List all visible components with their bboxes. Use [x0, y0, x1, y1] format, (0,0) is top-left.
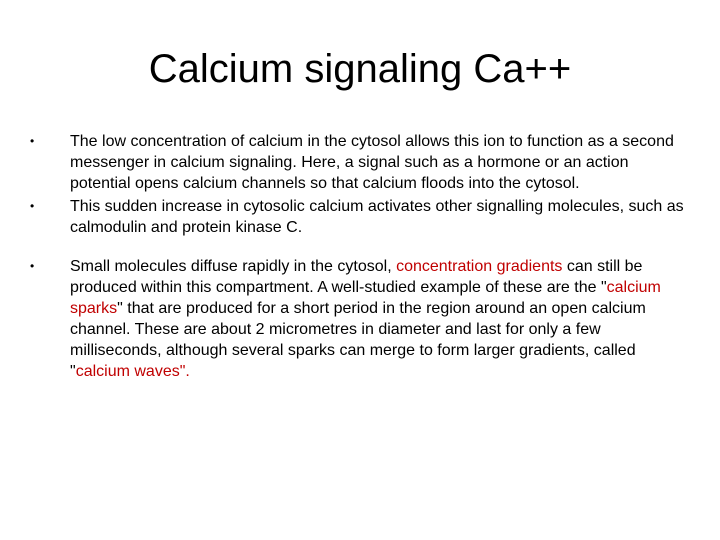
term-calcium-sparks: calcium sparks: [70, 279, 661, 317]
bullet-text-segment: Small molecules diffuse rapidly in the cytosol,: [70, 258, 397, 275]
bullet-item: [30, 256, 690, 382]
bullet-text: The low concentration of calcium in the cytosol allows this ion to function as a second messenger in calcium signaling. Here, a signal such as a hormone or an action potential opens calcium channels so that calcium floods into the cytosol.: [70, 133, 674, 192]
bullet-text-segment: can still be produced within this compartment. A well-studied example of these are the ": [70, 258, 643, 296]
bullet-text-segment: ".: [179, 363, 190, 380]
bullet-item: [30, 196, 690, 238]
slide-title: Calcium signaling Ca++: [148, 47, 572, 91]
bullet-marker: •: [30, 134, 35, 148]
bullet-marker: •: [30, 199, 35, 213]
bullet-text: This sudden increase in cytosolic calcium activates other signalling molecules, such as calmodulin and protein kinase C.: [70, 198, 684, 236]
term-concentration-gradients: concentration gradients: [396, 258, 563, 275]
bullet-marker: •: [30, 259, 35, 273]
bullet-item: [30, 131, 690, 194]
bullet-text-segment: " that are produced for a short period in the region around an open calcium channel. These are about 2 micrometres in diameter and last for only a few milliseconds, although several sparks can merge to form larger gradients, called ": [70, 300, 646, 380]
bullet-list: [30, 131, 690, 382]
term-calcium-waves: calcium waves: [75, 363, 180, 380]
